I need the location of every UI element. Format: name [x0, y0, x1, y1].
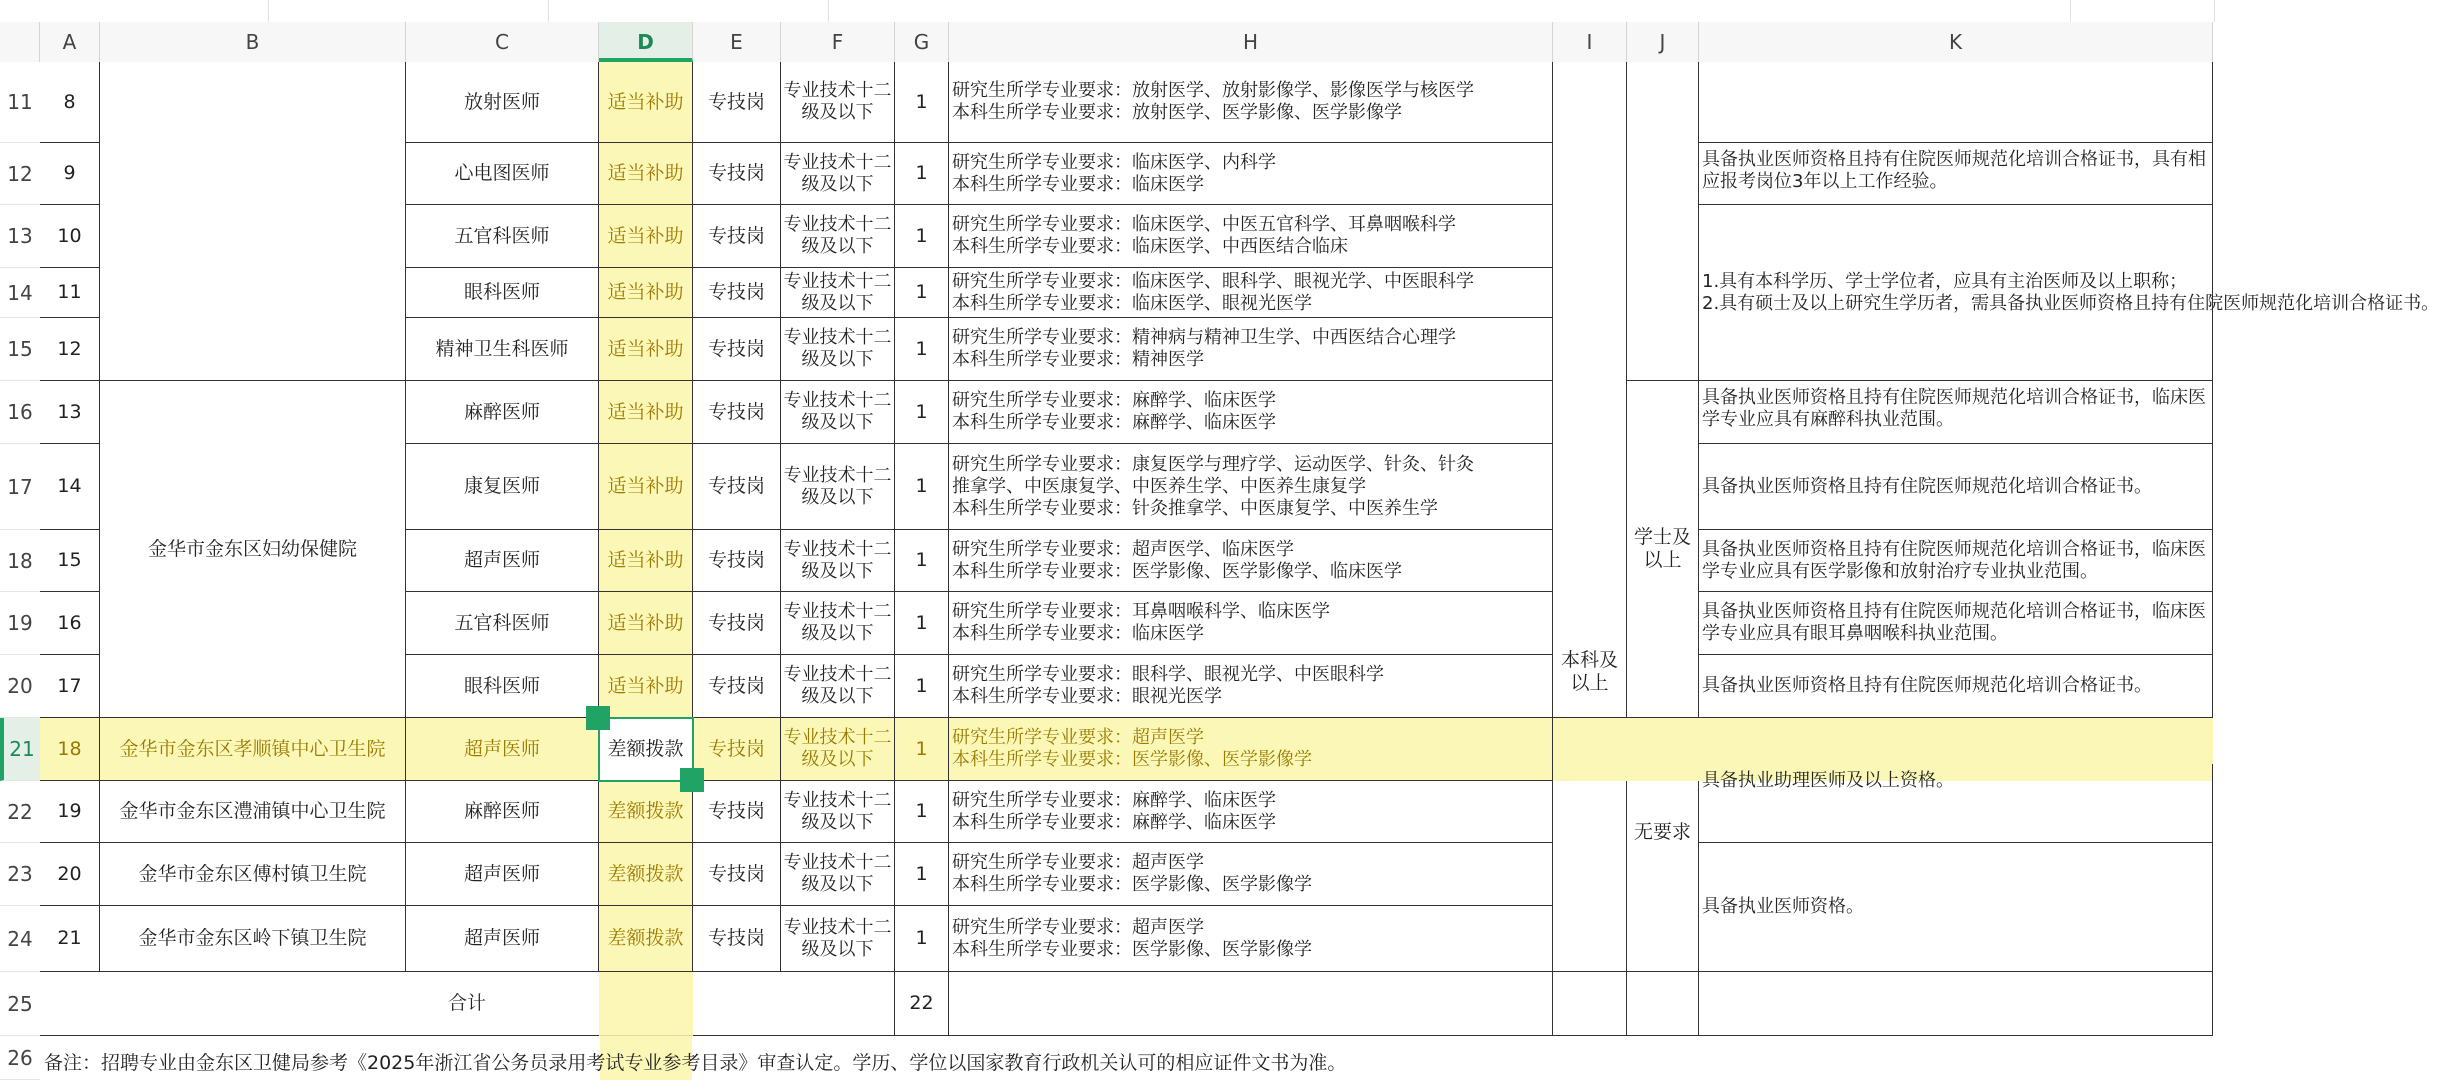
- cell-position[interactable]: 麻醉医师: [406, 781, 599, 843]
- cell-count[interactable]: 1: [895, 906, 949, 972]
- cell-major-requirements[interactable]: [949, 906, 1553, 972]
- cell-count[interactable]: 1: [895, 318, 949, 381]
- cell-level[interactable]: [781, 906, 895, 972]
- major-line: 本科生所学专业要求：临床医学、中西医结合临床: [952, 236, 1348, 257]
- cell-position[interactable]: 五官科医师: [406, 205, 599, 268]
- cell-seq[interactable]: 14: [40, 444, 100, 530]
- cell-level[interactable]: [781, 843, 895, 906]
- toolbar-segment: [548, 0, 829, 22]
- column-header-j[interactable]: J: [1627, 22, 1699, 62]
- major-line: 本科生所学专业要求：麻醉学、临床医学: [952, 811, 1276, 833]
- cell-total-label[interactable]: 合计: [40, 972, 895, 1036]
- cell-funding[interactable]: 适当补助: [599, 205, 693, 268]
- cell-post-type[interactable]: 专技岗: [693, 718, 781, 781]
- cell-education-row21[interactable]: [1553, 718, 1627, 781]
- cell-funding[interactable]: 差额拨款: [599, 781, 693, 843]
- cell-seq[interactable]: 19: [40, 781, 100, 843]
- cell-position[interactable]: 超声医师: [406, 718, 599, 781]
- cell-post-type[interactable]: 专技岗: [693, 444, 781, 530]
- major-line: 本科生所学专业要求：医学影像、医学影像学: [952, 938, 1312, 960]
- level-line: 级及以下: [801, 412, 874, 433]
- cell-other-req-21-22[interactable]: 具备执业助理医师及以上资格。: [1699, 764, 2213, 843]
- cell-count[interactable]: 1: [895, 843, 949, 906]
- column-header-g[interactable]: G: [895, 22, 949, 62]
- major-line: 研究生所学专业要求：放射医学、放射影像学、影像医学与核医学: [952, 80, 1474, 101]
- level-line: 专业技术十二: [783, 664, 892, 685]
- major-line: 研究生所学专业要求：超声医学: [952, 727, 1204, 748]
- major-line: 研究生所学专业要求：超声医学: [952, 852, 1204, 873]
- cell-major-requirements[interactable]: [949, 592, 1553, 655]
- major-line: 本科生所学专业要求：临床医学、眼视光医学: [952, 292, 1312, 314]
- cell-major-requirements[interactable]: [949, 444, 1553, 530]
- cell-other-req-23-24[interactable]: 具备执业医师资格。: [1699, 843, 2213, 972]
- cell-position[interactable]: 精神卫生科医师: [406, 318, 599, 381]
- cell-count[interactable]: 1: [895, 655, 949, 718]
- level-line: 级及以下: [801, 623, 874, 644]
- row-header-24[interactable]: 24: [0, 906, 40, 972]
- cell-count[interactable]: 1: [895, 718, 949, 781]
- major-line: 本科生所学专业要求：麻醉学、临床医学: [952, 412, 1276, 433]
- major-line: 研究生所学专业要求：麻醉学、临床医学: [952, 789, 1276, 811]
- cell-position[interactable]: 超声医师: [406, 530, 599, 592]
- row-header-14[interactable]: 14: [0, 268, 40, 318]
- major-line: 本科生所学专业要求：临床医学: [952, 173, 1204, 195]
- major-line: 本科生所学专业要求：医学影像、医学影像学、临床医学: [952, 560, 1402, 582]
- selection-handle-bottom[interactable]: [680, 768, 704, 792]
- cell-count[interactable]: 1: [895, 268, 949, 318]
- cell-count[interactable]: 1: [895, 592, 949, 655]
- cell-total-count[interactable]: 22: [895, 972, 949, 1036]
- toolbar-segment: [2070, 0, 2215, 22]
- cell-funding[interactable]: 适当补助: [599, 592, 693, 655]
- row-header-16[interactable]: 16: [0, 381, 40, 444]
- footnote-text: 备注：招聘专业由金东区卫健局参考《2025年浙江省公务员录用考试专业参考目录》审查认定。学历、学位以国家教育行政机关认可的相应证件文书为准。: [44, 1052, 1347, 1074]
- cell-level[interactable]: [781, 655, 895, 718]
- level-line: 专业技术十二: [783, 601, 892, 622]
- cell-major-requirements[interactable]: [949, 143, 1553, 205]
- cell-major-requirements[interactable]: [949, 318, 1553, 381]
- cell-post-type[interactable]: 专技岗: [693, 205, 781, 268]
- row-header-11[interactable]: 11: [0, 62, 40, 143]
- cell-funding[interactable]: 适当补助: [599, 655, 693, 718]
- cell-other-req-11[interactable]: [1699, 62, 2213, 143]
- cell-funding[interactable]: 差额拨款: [599, 718, 693, 781]
- cell-position[interactable]: 眼科医师: [406, 268, 599, 318]
- cell-level[interactable]: [781, 381, 895, 444]
- cell-post-type[interactable]: 专技岗: [693, 318, 781, 381]
- level-line: 级及以下: [801, 874, 874, 895]
- cell-seq[interactable]: 15: [40, 530, 100, 592]
- major-line: 研究生所学专业要求：超声医学、临床医学: [952, 538, 1294, 560]
- level-line: 级及以下: [801, 349, 874, 370]
- column-header-bar: [0, 22, 2213, 63]
- level-line: 级及以下: [801, 173, 874, 195]
- cell-post-type[interactable]: 专技岗: [693, 143, 781, 205]
- major-line: 研究生所学专业要求：麻醉学、临床医学: [952, 390, 1276, 411]
- cell-position[interactable]: 五官科医师: [406, 592, 599, 655]
- cell-count[interactable]: 1: [895, 781, 949, 843]
- cell-other-req-16[interactable]: 具备执业医师资格且持有住院医师规范化培训合格证书，临床医学专业应具有麻醉科执业范围。: [1699, 381, 2213, 444]
- level-line: 级及以下: [801, 686, 874, 707]
- cell-post-type[interactable]: 专技岗: [693, 268, 781, 318]
- row-header-22[interactable]: 22: [0, 781, 40, 843]
- cell-position[interactable]: 康复医师: [406, 444, 599, 530]
- cell-count[interactable]: 1: [895, 62, 949, 143]
- level-line: 级及以下: [801, 749, 874, 770]
- cell-unit-blank[interactable]: [100, 62, 406, 381]
- major-line: 研究生所学专业要求：耳鼻咽喉科学、临床医学: [952, 601, 1330, 622]
- level-line: 专业技术十二: [783, 327, 892, 348]
- cell-major-requirements[interactable]: [949, 381, 1553, 444]
- cell-funding[interactable]: 适当补助: [599, 444, 693, 530]
- cell-other-req-20[interactable]: 具备执业医师资格且持有住院医师规范化培训合格证书。: [1699, 655, 2213, 718]
- level-line: 级及以下: [801, 811, 874, 833]
- select-all-corner[interactable]: [0, 22, 40, 62]
- level-line: 专业技术十二: [783, 789, 892, 811]
- cell-position[interactable]: 心电图医师: [406, 143, 599, 205]
- cell-major-requirements[interactable]: [949, 843, 1553, 906]
- column-header-c[interactable]: C: [406, 22, 599, 62]
- cell-major-requirements[interactable]: [949, 530, 1553, 592]
- cell-seq[interactable]: 16: [40, 592, 100, 655]
- cell-post-type[interactable]: 专技岗: [693, 843, 781, 906]
- column-header-a[interactable]: A: [40, 22, 100, 62]
- column-header-k[interactable]: K: [1699, 22, 2213, 62]
- cell-unit-lingxia[interactable]: 金华市金东区岭下镇卫生院: [100, 906, 406, 972]
- major-line: 研究生所学专业要求：精神病与精神卫生学、中西医结合心理学: [952, 327, 1456, 348]
- major-line: 本科生所学专业要求：临床医学: [952, 623, 1204, 644]
- cell-unit-fucun[interactable]: 金华市金东区傅村镇卫生院: [100, 843, 406, 906]
- cell-funding[interactable]: 差额拨款: [599, 843, 693, 906]
- major-line: 推拿学、中医康复学、中医养生学、中医养生康复学: [952, 475, 1366, 497]
- row-header-23[interactable]: 23: [0, 843, 40, 906]
- cell-seq[interactable]: 18: [40, 718, 100, 781]
- cell-post-type[interactable]: 专技岗: [693, 62, 781, 143]
- cell-total-j[interactable]: [1627, 972, 1699, 1036]
- major-line: 本科生所学专业要求：精神医学: [952, 349, 1204, 370]
- level-line: 专业技术十二: [783, 80, 892, 101]
- cell-total-k[interactable]: [1699, 972, 2213, 1036]
- major-line: 本科生所学专业要求：医学影像、医学影像学: [952, 749, 1312, 770]
- level-line: 专业技术十二: [783, 214, 892, 235]
- major-line: 研究生所学专业要求：临床医学、中医五官科学、耳鼻咽喉科学: [952, 214, 1456, 235]
- column-header-e[interactable]: E: [693, 22, 781, 62]
- cell-major-requirements[interactable]: [949, 205, 1553, 268]
- cell-level[interactable]: [781, 205, 895, 268]
- level-line: 专业技术十二: [783, 464, 892, 486]
- cell-major-requirements[interactable]: [949, 62, 1553, 143]
- cell-position[interactable]: 超声医师: [406, 906, 599, 972]
- cell-other-req-18[interactable]: 具备执业医师资格且持有住院医师规范化培训合格证书，临床医学专业应具有医学影像和放射治疗专业执业范围。: [1699, 530, 2213, 592]
- cell-post-type[interactable]: 专技岗: [693, 381, 781, 444]
- level-line: 级及以下: [801, 560, 874, 582]
- column-d-highlight-total: [599, 972, 693, 1036]
- cell-level[interactable]: [781, 444, 895, 530]
- toolbar-segment: [268, 0, 549, 22]
- level-line: 专业技术十二: [783, 916, 892, 938]
- row-header-25[interactable]: 25: [0, 972, 40, 1036]
- level-line: 专业技术十二: [783, 538, 892, 560]
- cell-seq[interactable]: 21: [40, 906, 100, 972]
- cell-unit-fuyou[interactable]: 金华市金东区妇幼保健院: [100, 381, 406, 718]
- cell-level[interactable]: [781, 781, 895, 843]
- column-header-d[interactable]: D: [599, 22, 693, 62]
- cell-post-type[interactable]: 专技岗: [693, 655, 781, 718]
- major-line: 研究生所学专业要求：临床医学、眼科学、眼视光学、中医眼科学: [952, 270, 1474, 292]
- row-header-26[interactable]: 26: [0, 1036, 40, 1080]
- cell-funding[interactable]: 适当补助: [599, 318, 693, 381]
- row-header-13[interactable]: 13: [0, 205, 40, 268]
- row-header-21[interactable]: 21: [0, 718, 40, 781]
- cell-count[interactable]: 1: [895, 530, 949, 592]
- cell-other-req-13-15[interactable]: [1699, 205, 2439, 381]
- name-box[interactable]: [0, 0, 269, 22]
- cell-funding[interactable]: 差额拨款: [599, 906, 693, 972]
- major-line: 本科生所学专业要求：放射医学、医学影像、医学影像学: [952, 102, 1402, 123]
- level-line: 级及以下: [801, 292, 874, 314]
- cell-count[interactable]: 1: [895, 205, 949, 268]
- cell-position[interactable]: 超声医师: [406, 843, 599, 906]
- major-line: 研究生所学专业要求：康复医学与理疗学、运动医学、针灸、针灸: [952, 453, 1474, 475]
- column-header-f[interactable]: F: [781, 22, 895, 62]
- major-line: 本科生所学专业要求：针灸推拿学、中医康复学、中医养生学: [952, 497, 1438, 519]
- cell-degree-none[interactable]: 无要求: [1627, 781, 1699, 972]
- column-header-i[interactable]: I: [1553, 22, 1627, 62]
- row-header-17[interactable]: 17: [0, 444, 40, 530]
- cell-other-req-12[interactable]: 具备执业医师资格且持有住院医师规范化培训合格证书，具有相应报考岗位3年以上工作经验。: [1699, 143, 2213, 205]
- selection-handle-top[interactable]: [586, 706, 610, 730]
- cell-major-requirements[interactable]: [949, 718, 1553, 781]
- row-header-18[interactable]: 18: [0, 530, 40, 592]
- cell-level[interactable]: [781, 62, 895, 143]
- level-line: 级及以下: [801, 236, 874, 257]
- level-line: 专业技术十二: [783, 727, 892, 748]
- cell-count[interactable]: 1: [895, 444, 949, 530]
- level-line: 专业技术十二: [783, 270, 892, 292]
- major-line: 研究生所学专业要求：超声医学: [952, 916, 1204, 938]
- cell-level[interactable]: [781, 143, 895, 205]
- cell-level[interactable]: [781, 268, 895, 318]
- cell-seq[interactable]: 12: [40, 318, 100, 381]
- cell-level[interactable]: [781, 718, 895, 781]
- level-line: 专业技术十二: [783, 852, 892, 873]
- major-line: 研究生所学专业要求：临床医学、内科学: [952, 151, 1276, 173]
- cell-post-type[interactable]: 专技岗: [693, 530, 781, 592]
- cell-major-requirements[interactable]: [949, 781, 1553, 843]
- cell-seq[interactable]: 20: [40, 843, 100, 906]
- cell-total-i[interactable]: [1553, 972, 1627, 1036]
- row-header-19[interactable]: 19: [0, 592, 40, 655]
- row-header-20[interactable]: 20: [0, 655, 40, 718]
- level-line: 级及以下: [801, 486, 874, 508]
- cell-level[interactable]: [781, 530, 895, 592]
- cell-degree-row21[interactable]: [1627, 718, 1699, 781]
- cell-position[interactable]: 麻醉医师: [406, 381, 599, 444]
- cell-seq[interactable]: 10: [40, 205, 100, 268]
- cell-unit-lipu[interactable]: 金华市金东区澧浦镇中心卫生院: [100, 781, 406, 843]
- row-header-12[interactable]: 12: [0, 143, 40, 205]
- cell-major-requirements[interactable]: [949, 655, 1553, 718]
- cell-major-requirements[interactable]: [949, 268, 1553, 318]
- cell-other-req-17[interactable]: 具备执业医师资格且持有住院医师规范化培训合格证书。: [1699, 444, 2213, 530]
- cell-education-lower[interactable]: [1553, 781, 1627, 972]
- major-line: 本科生所学专业要求：医学影像、医学影像学: [952, 874, 1312, 895]
- major-line: 研究生所学专业要求：眼科学、眼视光学、中医眼科学: [952, 664, 1384, 685]
- level-line: 级及以下: [801, 102, 874, 123]
- formula-bar-area: [0, 0, 2213, 23]
- req-line: 1.具有本科学历、学士学位者，应具有主治医师及以上职称；: [1702, 270, 2188, 292]
- cell-degree-upper[interactable]: [1627, 62, 1699, 381]
- row-header-15[interactable]: 15: [0, 318, 40, 381]
- cell-other-req-19[interactable]: 具备执业医师资格且持有住院医师规范化培训合格证书，临床医学专业应具有眼耳鼻咽喉科执业范围。: [1699, 592, 2213, 655]
- cell-post-type[interactable]: 专技岗: [693, 592, 781, 655]
- req-line: 2.具有硕士及以上研究生学历者，需具备执业医师资格且持有住院医师规范化培训合格证书。: [1702, 292, 2439, 314]
- cell-post-type[interactable]: 专技岗: [693, 906, 781, 972]
- cell-seq[interactable]: 9: [40, 143, 100, 205]
- cell-seq[interactable]: 13: [40, 381, 100, 444]
- cell-funding[interactable]: 适当补助: [599, 62, 693, 143]
- level-line: 级及以下: [801, 938, 874, 960]
- major-line: 本科生所学专业要求：眼视光医学: [952, 686, 1222, 707]
- cell-funding[interactable]: 适当补助: [599, 143, 693, 205]
- cell-seq[interactable]: 8: [40, 62, 100, 143]
- cell-unit-xiaoshun[interactable]: 金华市金东区孝顺镇中心卫生院: [100, 718, 406, 781]
- level-line: 专业技术十二: [783, 151, 892, 173]
- cell-level[interactable]: [781, 318, 895, 381]
- cell-count[interactable]: 1: [895, 381, 949, 444]
- cell-level[interactable]: [781, 592, 895, 655]
- column-header-h[interactable]: H: [949, 22, 1553, 62]
- cell-position[interactable]: 眼科医师: [406, 655, 599, 718]
- cell-education[interactable]: 本科及以上: [1553, 62, 1627, 718]
- cell-funding[interactable]: 适当补助: [599, 530, 693, 592]
- cell-total-h[interactable]: [949, 972, 1553, 1036]
- cell-funding[interactable]: 适当补助: [599, 268, 693, 318]
- cell-count[interactable]: 1: [895, 143, 949, 205]
- cell-position[interactable]: 放射医师: [406, 62, 599, 143]
- column-header-b[interactable]: B: [100, 22, 406, 62]
- cell-seq[interactable]: 11: [40, 268, 100, 318]
- cell-degree-bachelor[interactable]: 学士及以上: [1627, 381, 1699, 718]
- level-line: 专业技术十二: [783, 390, 892, 411]
- cell-funding[interactable]: 适当补助: [599, 381, 693, 444]
- cell-seq[interactable]: 17: [40, 655, 100, 718]
- cell-post-type[interactable]: 专技岗: [693, 781, 781, 843]
